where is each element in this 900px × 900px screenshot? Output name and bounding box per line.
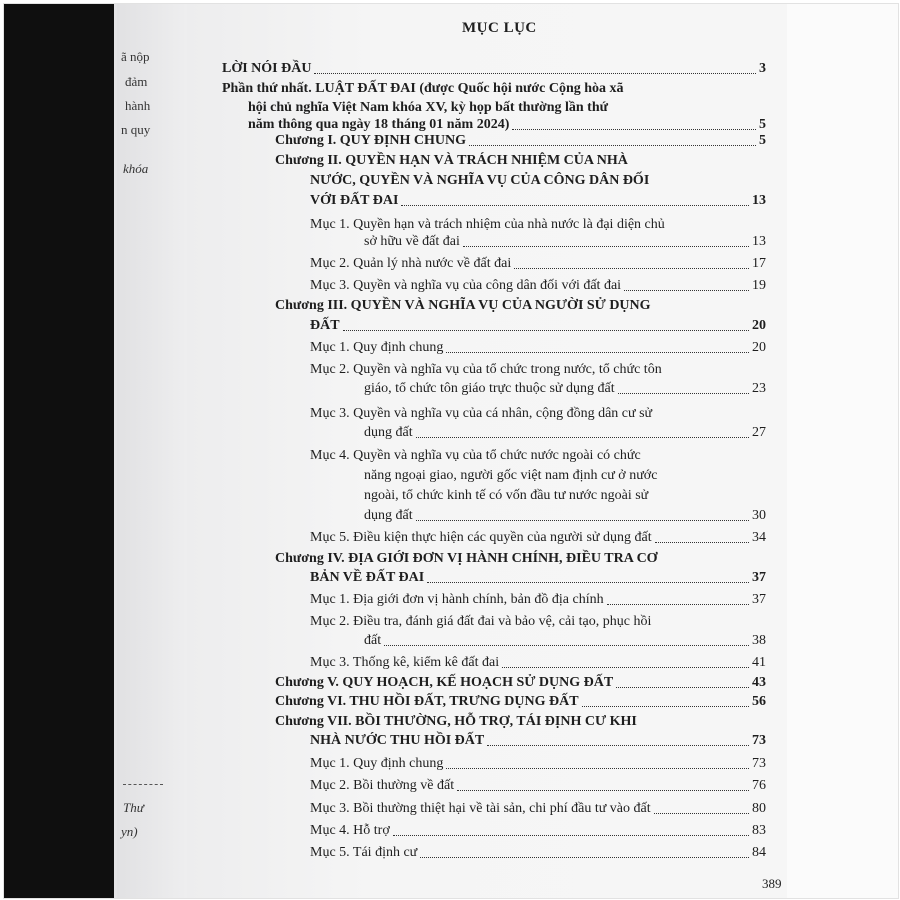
entry-label: Mục 5. Điều kiện thực hiện các quyền của người sử dụng đất	[310, 530, 652, 545]
dot-leader	[487, 745, 749, 746]
toc-entry-chapter-3	[310, 317, 766, 334]
entry-page: 5	[759, 117, 766, 132]
section-line: năng ngoại giao, người gốc việt nam định cư ở nước	[364, 468, 658, 483]
toc-entry-section	[364, 233, 766, 250]
entry-page: 17	[752, 256, 766, 271]
dot-leader	[469, 145, 756, 146]
previous-page-fragment	[117, 4, 187, 898]
toc-entry-section	[310, 654, 766, 671]
entry-page: 76	[752, 778, 766, 793]
dot-leader	[384, 645, 749, 646]
toc-entry-section	[310, 800, 766, 817]
entry-label: Mục 2. Quản lý nhà nước về đất đai	[310, 256, 512, 271]
dot-leader	[607, 604, 749, 605]
entry-page: 20	[752, 340, 766, 355]
toc-entry-section	[310, 277, 766, 294]
entry-page: 5	[759, 133, 766, 148]
entry-page: 20	[752, 318, 766, 333]
toc-entry-chapter-6	[275, 693, 766, 710]
dot-leader	[420, 857, 749, 858]
entry-page: 41	[752, 655, 766, 670]
section-line: Mục 4. Quyền và nghĩa vụ của tổ chức nước ngoài có chức	[310, 448, 641, 463]
dot-leader	[514, 268, 749, 269]
dot-leader	[446, 768, 749, 769]
entry-page: 73	[752, 756, 766, 771]
entry-page: 83	[752, 823, 766, 838]
entry-label: sở hữu về đất đai	[364, 234, 460, 249]
entry-page: 73	[752, 733, 766, 748]
section-line: Mục 3. Quyền và nghĩa vụ của cá nhân, cộng đồng dân cư sử	[310, 406, 653, 421]
toc-entry-section	[310, 591, 766, 608]
entry-label: Mục 5. Tái định cư	[310, 845, 418, 860]
entry-label: NHÀ NƯỚC THU HỒI ĐẤT	[310, 733, 485, 748]
dot-leader	[314, 73, 756, 74]
dot-leader	[616, 687, 749, 688]
fragment-text: Thư	[123, 800, 144, 815]
fragment-text: khóa	[123, 161, 149, 176]
toc-entry-foreword	[222, 60, 766, 77]
divider-rule	[123, 784, 163, 785]
toc-entry-chapter-1	[275, 132, 766, 149]
dot-leader	[512, 129, 756, 130]
chapter-heading-line: Chương VII. BỒI THƯỜNG, HỖ TRỢ, TÁI ĐỊNH CƯ KHI	[275, 714, 637, 729]
chapter-heading-line: Chương III. QUYỀN VÀ NGHĨA VỤ CỦA NGƯỜI SỬ DỤNG	[275, 298, 651, 313]
toc-entry-section	[364, 424, 766, 441]
entry-label: Mục 1. Quy định chung	[310, 340, 444, 355]
entry-label: BẢN VỀ ĐẤT ĐAI	[310, 570, 425, 585]
section-line: Mục 1. Quyền hạn và trách nhiệm của nhà nước là đại diện chủ	[310, 217, 665, 232]
toc-entry-section	[310, 777, 766, 794]
entry-page: 38	[752, 633, 766, 648]
dot-leader	[654, 813, 749, 814]
entry-page: 34	[752, 530, 766, 545]
toc-entry-section	[310, 255, 766, 272]
entry-label: Mục 1. Địa giới đơn vị hành chính, bản đồ địa chính	[310, 592, 604, 607]
dark-background	[4, 4, 114, 898]
dot-leader	[655, 542, 749, 543]
entry-label: dụng đất	[364, 425, 413, 440]
entry-label: Mục 3. Bồi thường thiệt hại về tài sản, chi phí đầu tư vào đất	[310, 801, 651, 816]
entry-label: Mục 3. Quyền và nghĩa vụ của công dân đối với đất đai	[310, 278, 622, 293]
fragment-text: n quy	[121, 122, 151, 137]
entry-page: 37	[752, 570, 766, 585]
fragment-text: hành	[125, 98, 151, 113]
toc-entry-section	[310, 844, 766, 861]
toc-title: MỤC LỤC	[462, 20, 537, 36]
dot-leader	[582, 706, 749, 707]
dot-leader	[457, 790, 749, 791]
section-line: Mục 2. Điều tra, đánh giá đất đai và bảo vệ, cải tạo, phục hồi	[310, 614, 652, 629]
entry-label: Chương VI. THU HỒI ĐẤT, TRƯNG DỤNG ĐẤT	[275, 694, 579, 709]
fragment-text: yn)	[121, 824, 138, 839]
entry-label: năm thông qua ngày 18 tháng 01 năm 2024)	[248, 117, 510, 132]
toc-entry-chapter-5	[275, 674, 766, 691]
toc-entry-section	[364, 507, 766, 524]
entry-label: dụng đất	[364, 508, 413, 523]
entry-label: VỚI ĐẤT ĐAI	[310, 193, 399, 208]
entry-page: 13	[752, 234, 766, 249]
entry-label: ĐẤT	[310, 318, 340, 333]
dot-leader	[416, 437, 749, 438]
entry-label: giáo, tổ chức tôn giáo trực thuộc sử dụng đất	[364, 381, 615, 396]
toc-entry-chapter-4	[310, 569, 766, 586]
section-line: ngoài, tổ chức kinh tế có vốn đầu tư nước ngoài sử	[364, 488, 649, 503]
chapter-heading-line: Chương II. QUYỀN HẠN VÀ TRÁCH NHIỆM CỦA NHÀ	[275, 153, 628, 168]
dot-leader	[624, 290, 749, 291]
background-strip	[787, 4, 898, 898]
entry-label: Mục 1. Quy định chung	[310, 756, 444, 771]
entry-label: Mục 4. Hỗ trợ	[310, 823, 390, 838]
entry-label: LỜI NÓI ĐẦU	[222, 61, 312, 76]
part-heading-line: hội chủ nghĩa Việt Nam khóa XV, kỳ họp bất thường lần thứ	[248, 100, 609, 115]
entry-page: 19	[752, 278, 766, 293]
dot-leader	[393, 835, 749, 836]
toc-entry-section	[364, 632, 766, 649]
toc-entry-chapter-2	[310, 192, 766, 209]
entry-page: 27	[752, 425, 766, 440]
dot-leader	[427, 582, 749, 583]
fragment-text: ã nộp	[121, 49, 150, 64]
dot-leader	[463, 246, 749, 247]
entry-page: 43	[752, 675, 766, 690]
toc-entry-part1	[248, 116, 766, 133]
toc-entry-section	[310, 755, 766, 772]
part-heading-line: Phần thứ nhất. LUẬT ĐẤT ĐAI (được Quốc hội nước Cộng hòa xã	[222, 81, 624, 96]
entry-page: 30	[752, 508, 766, 523]
chapter-heading-line: Chương IV. ĐỊA GIỚI ĐƠN VỊ HÀNH CHÍNH, ĐIỀU TRA CƠ	[275, 551, 658, 566]
toc-entry-section	[364, 380, 766, 397]
section-line: Mục 2. Quyền và nghĩa vụ của tổ chức trong nước, tổ chức tôn	[310, 362, 662, 377]
dot-leader	[618, 393, 749, 394]
dot-leader	[502, 667, 749, 668]
page-number: 389	[762, 876, 782, 891]
entry-page: 23	[752, 381, 766, 396]
dot-leader	[446, 352, 749, 353]
entry-label: Chương I. QUY ĐỊNH CHUNG	[275, 133, 467, 148]
fragment-text: đảm	[125, 74, 148, 89]
entry-page: 3	[759, 61, 766, 76]
toc-entry-section	[310, 822, 766, 839]
entry-page: 80	[752, 801, 766, 816]
entry-label: Mục 3. Thống kê, kiểm kê đất đai	[310, 655, 500, 670]
entry-page: 13	[752, 193, 766, 208]
chapter-heading-line: NƯỚC, QUYỀN VÀ NGHĨA VỤ CỦA CÔNG DÂN ĐỐI	[310, 173, 650, 188]
entry-label: Chương V. QUY HOẠCH, KẾ HOẠCH SỬ DỤNG ĐẤT	[275, 675, 614, 690]
dot-leader	[343, 330, 749, 331]
entry-page: 84	[752, 845, 766, 860]
entry-page: 37	[752, 592, 766, 607]
dot-leader	[416, 520, 749, 521]
toc-entry-chapter-7	[310, 732, 766, 749]
dot-leader	[401, 205, 749, 206]
entry-label: đất	[364, 633, 382, 648]
entry-page: 56	[752, 694, 766, 709]
toc-entry-section	[310, 339, 766, 356]
toc-entry-section	[310, 529, 766, 546]
entry-label: Mục 2. Bồi thường về đất	[310, 778, 455, 793]
